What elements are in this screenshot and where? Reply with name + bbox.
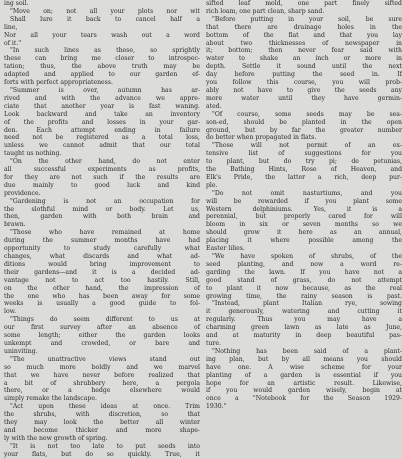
text-line: these can bring me closer to introspec-: [4, 55, 200, 63]
text-line: adapted and applied to our garden ef-: [4, 71, 200, 79]
text-line: the shrubs, with discretion, so that: [4, 411, 200, 419]
text-line: ciate that another year is fast waning.: [4, 102, 200, 110]
text-line: "In such lines as these, so sprightly: [10, 47, 200, 55]
text-line: "Instead, plant Italian rye, sowing: [212, 300, 402, 308]
text-line: on the other hand, the impression of: [4, 284, 200, 292]
article-column-right: [206, 0, 402, 411]
text-line: and at maturity in deep beautiful pas-: [206, 332, 402, 340]
text-line: our first survey after an absence of: [4, 324, 200, 332]
text-line: seed planting, and now a word re-: [206, 260, 402, 268]
text-line: bottom of the flat and that you lay: [206, 31, 402, 39]
text-line: "Gardening is not an occupation for: [10, 197, 200, 205]
text-line: "Summer is over, autumn has ar-: [10, 86, 200, 94]
text-line: bloom in six or seven months so we: [206, 221, 402, 229]
text-line: planting of a garden is essential if you: [206, 371, 402, 379]
text-line: good stand of grass, do not attempt: [206, 276, 402, 284]
text-line: brawn.: [4, 221, 26, 229]
text-line: simply remake the landscape.: [4, 395, 97, 403]
text-line: you follow this course, you will prob-: [206, 79, 402, 87]
text-line: "Act upon these ideas at once. Trim: [10, 403, 200, 411]
text-line: some length; either the garden looks: [4, 332, 200, 340]
text-line: line,: [4, 23, 18, 31]
text-line: it generously, watering and cutting it: [206, 308, 402, 316]
text-line: providence.: [4, 189, 41, 197]
text-line: vantage not to act too hastily. Still,: [4, 276, 200, 284]
text-line: rich loam, one part clean, sharp sand.: [206, 7, 325, 15]
text-line: growing time, the rainy season is past.: [206, 292, 402, 300]
text-line: "Do not omit nasturtiums, and you: [212, 189, 402, 197]
text-line: more water until they have germin-: [206, 94, 402, 102]
text-line: ground, but by far the greater number: [206, 126, 402, 134]
text-line: changes, what discards and what ad-: [4, 253, 200, 260]
text-line: that we have never before realized that: [4, 371, 200, 379]
text-line: their gardens—and it is a decided ad-: [4, 268, 200, 276]
text-line: Easter lilies.: [206, 245, 245, 253]
text-line: "Of course, some seeds may be sea-: [212, 110, 402, 118]
text-line: den. Each attempt ending in failure: [4, 126, 200, 134]
text-line: about two thicknesses of newspaper in: [206, 39, 402, 47]
text-line: placing it where possible among the: [206, 237, 402, 245]
text-line: Shall lure it back to cancel half a: [10, 15, 200, 23]
text-line: rived and with the advance we appre-: [4, 94, 200, 102]
text-line: taught us nothing.: [4, 150, 62, 158]
text-line: Elk's Pride, the latter a rich, deep pur-: [206, 173, 402, 181]
text-line: "On the other hand, do not enter: [10, 158, 200, 166]
text-line: all successful experiments as profits,: [4, 166, 200, 174]
text-line: due mainly to good luck and kind: [4, 181, 200, 189]
text-line: to plant it now because, as the real: [206, 284, 402, 292]
text-line: will be rewarded if you plant some: [206, 197, 402, 205]
text-line: "Those will not permit of an ex-: [212, 142, 402, 150]
text-line: uninviting.: [4, 347, 38, 355]
text-line: Nor all your tears wash out a word: [4, 31, 200, 39]
text-line: have one. A wise scheme for your: [206, 363, 402, 371]
text-line: do better when propagated in flats.: [206, 134, 317, 142]
text-line: regularly. Thus you may have a: [206, 316, 402, 324]
text-line: "The unattractive views stand out: [10, 355, 200, 363]
text-line: forts with perfect appropriateness.: [4, 79, 113, 87]
text-line: ple.: [206, 181, 218, 189]
text-line: the slothful mind or body. Let us,: [4, 205, 200, 213]
text-line: ture.: [206, 339, 221, 347]
text-line: and become thicker and more shape-: [4, 426, 200, 434]
text-line: unless we cannot admit that our total: [4, 142, 200, 150]
text-line: they may look the better all winter: [4, 419, 200, 427]
text-line: ditions would bring improvement to: [4, 260, 200, 268]
text-line: if you would garden wisely, begin at: [206, 387, 402, 395]
text-line: Look backward and take an inventory: [4, 110, 200, 118]
text-line: ably not have to give the seeds any: [206, 86, 402, 94]
text-line: ated.: [206, 102, 222, 110]
text-line: tensive list of suggestions for you: [206, 150, 402, 158]
text-line: weeks is usually a good guide to fol-: [4, 300, 200, 308]
text-line: so much more boldly and we marvel: [4, 363, 200, 371]
text-line: "Move on; not all your plots nor wit: [10, 7, 200, 15]
text-line: "Those who have remained at home: [10, 229, 200, 237]
text-line: unkempt and crowded, or bare and: [4, 339, 200, 347]
text-line: once a "Notebook for the Season 1929-: [206, 395, 402, 403]
text-line: sifted leaf mold, one part finely sifted: [206, 0, 402, 7]
text-line: perennial, but properly cared for will: [206, 213, 402, 221]
text-line: "Things do seem different to us at: [10, 316, 200, 324]
text-line: low.: [4, 308, 17, 316]
text-line: the one who has been away for some: [4, 292, 200, 300]
text-line: 1930.": [206, 403, 227, 411]
text-line: depth. Settle it sound until the next: [206, 63, 402, 71]
text-line: "Before putting in your soil, be sure: [212, 15, 402, 23]
article-column-left: [4, 0, 200, 458]
text-line: water to shake an inch or more in: [206, 55, 402, 63]
text-line: hope for an artistic result. Likewise,: [206, 379, 402, 387]
text-line: Western delphiniums. Yes, it is a: [206, 205, 402, 213]
text-line: ly with the new growth of spring.: [4, 434, 108, 442]
text-line: ing soil.: [4, 0, 29, 7]
text-line: "It is not too late to put seeds into: [10, 442, 200, 450]
text-line: then, garden with both brain and: [4, 213, 200, 221]
text-line: for they are not such if the results are: [4, 173, 200, 181]
text-line: it; bottom; then never fear said with: [206, 47, 402, 55]
text-line: that there are drainage holes in the: [206, 23, 402, 31]
text-line: "We have spoken of shrubs, of the: [212, 253, 402, 260]
text-line: there, or a hedge elsewhere would: [4, 387, 200, 395]
text-line: opportunity to study carefully what: [4, 245, 200, 253]
text-line: to plant, but do try pi; de petunias,: [206, 158, 402, 166]
text-line: "Nothing has been said of a plant-: [212, 347, 402, 355]
text-line: garding the lawn. If you have not a: [206, 268, 402, 276]
text-line: of the profits and losses in your gar-: [4, 118, 200, 126]
text-line: charming green lawn as late as June,: [206, 324, 402, 332]
text-line: during the summer months have had: [4, 237, 200, 245]
text-line: ing plan, but by all means you should: [206, 355, 402, 363]
text-line: son-ed, should be planted in the open: [206, 118, 402, 126]
text-line: should grow it here as an annual,: [206, 229, 402, 237]
text-line: your flats, but do so quickly. True, it: [4, 450, 200, 458]
text-line: day before putting the seed in. If: [206, 71, 402, 79]
text-line: of it.": [4, 39, 22, 47]
text-line: the Bathing Hints, Rose of Heaven, and: [206, 166, 402, 174]
text-line: tation; thus, the above truth may be: [4, 63, 200, 71]
text-line: need not be registered as a total loss,: [4, 134, 200, 142]
text-line: a bit of shrubbery here, a pergola: [4, 379, 200, 387]
